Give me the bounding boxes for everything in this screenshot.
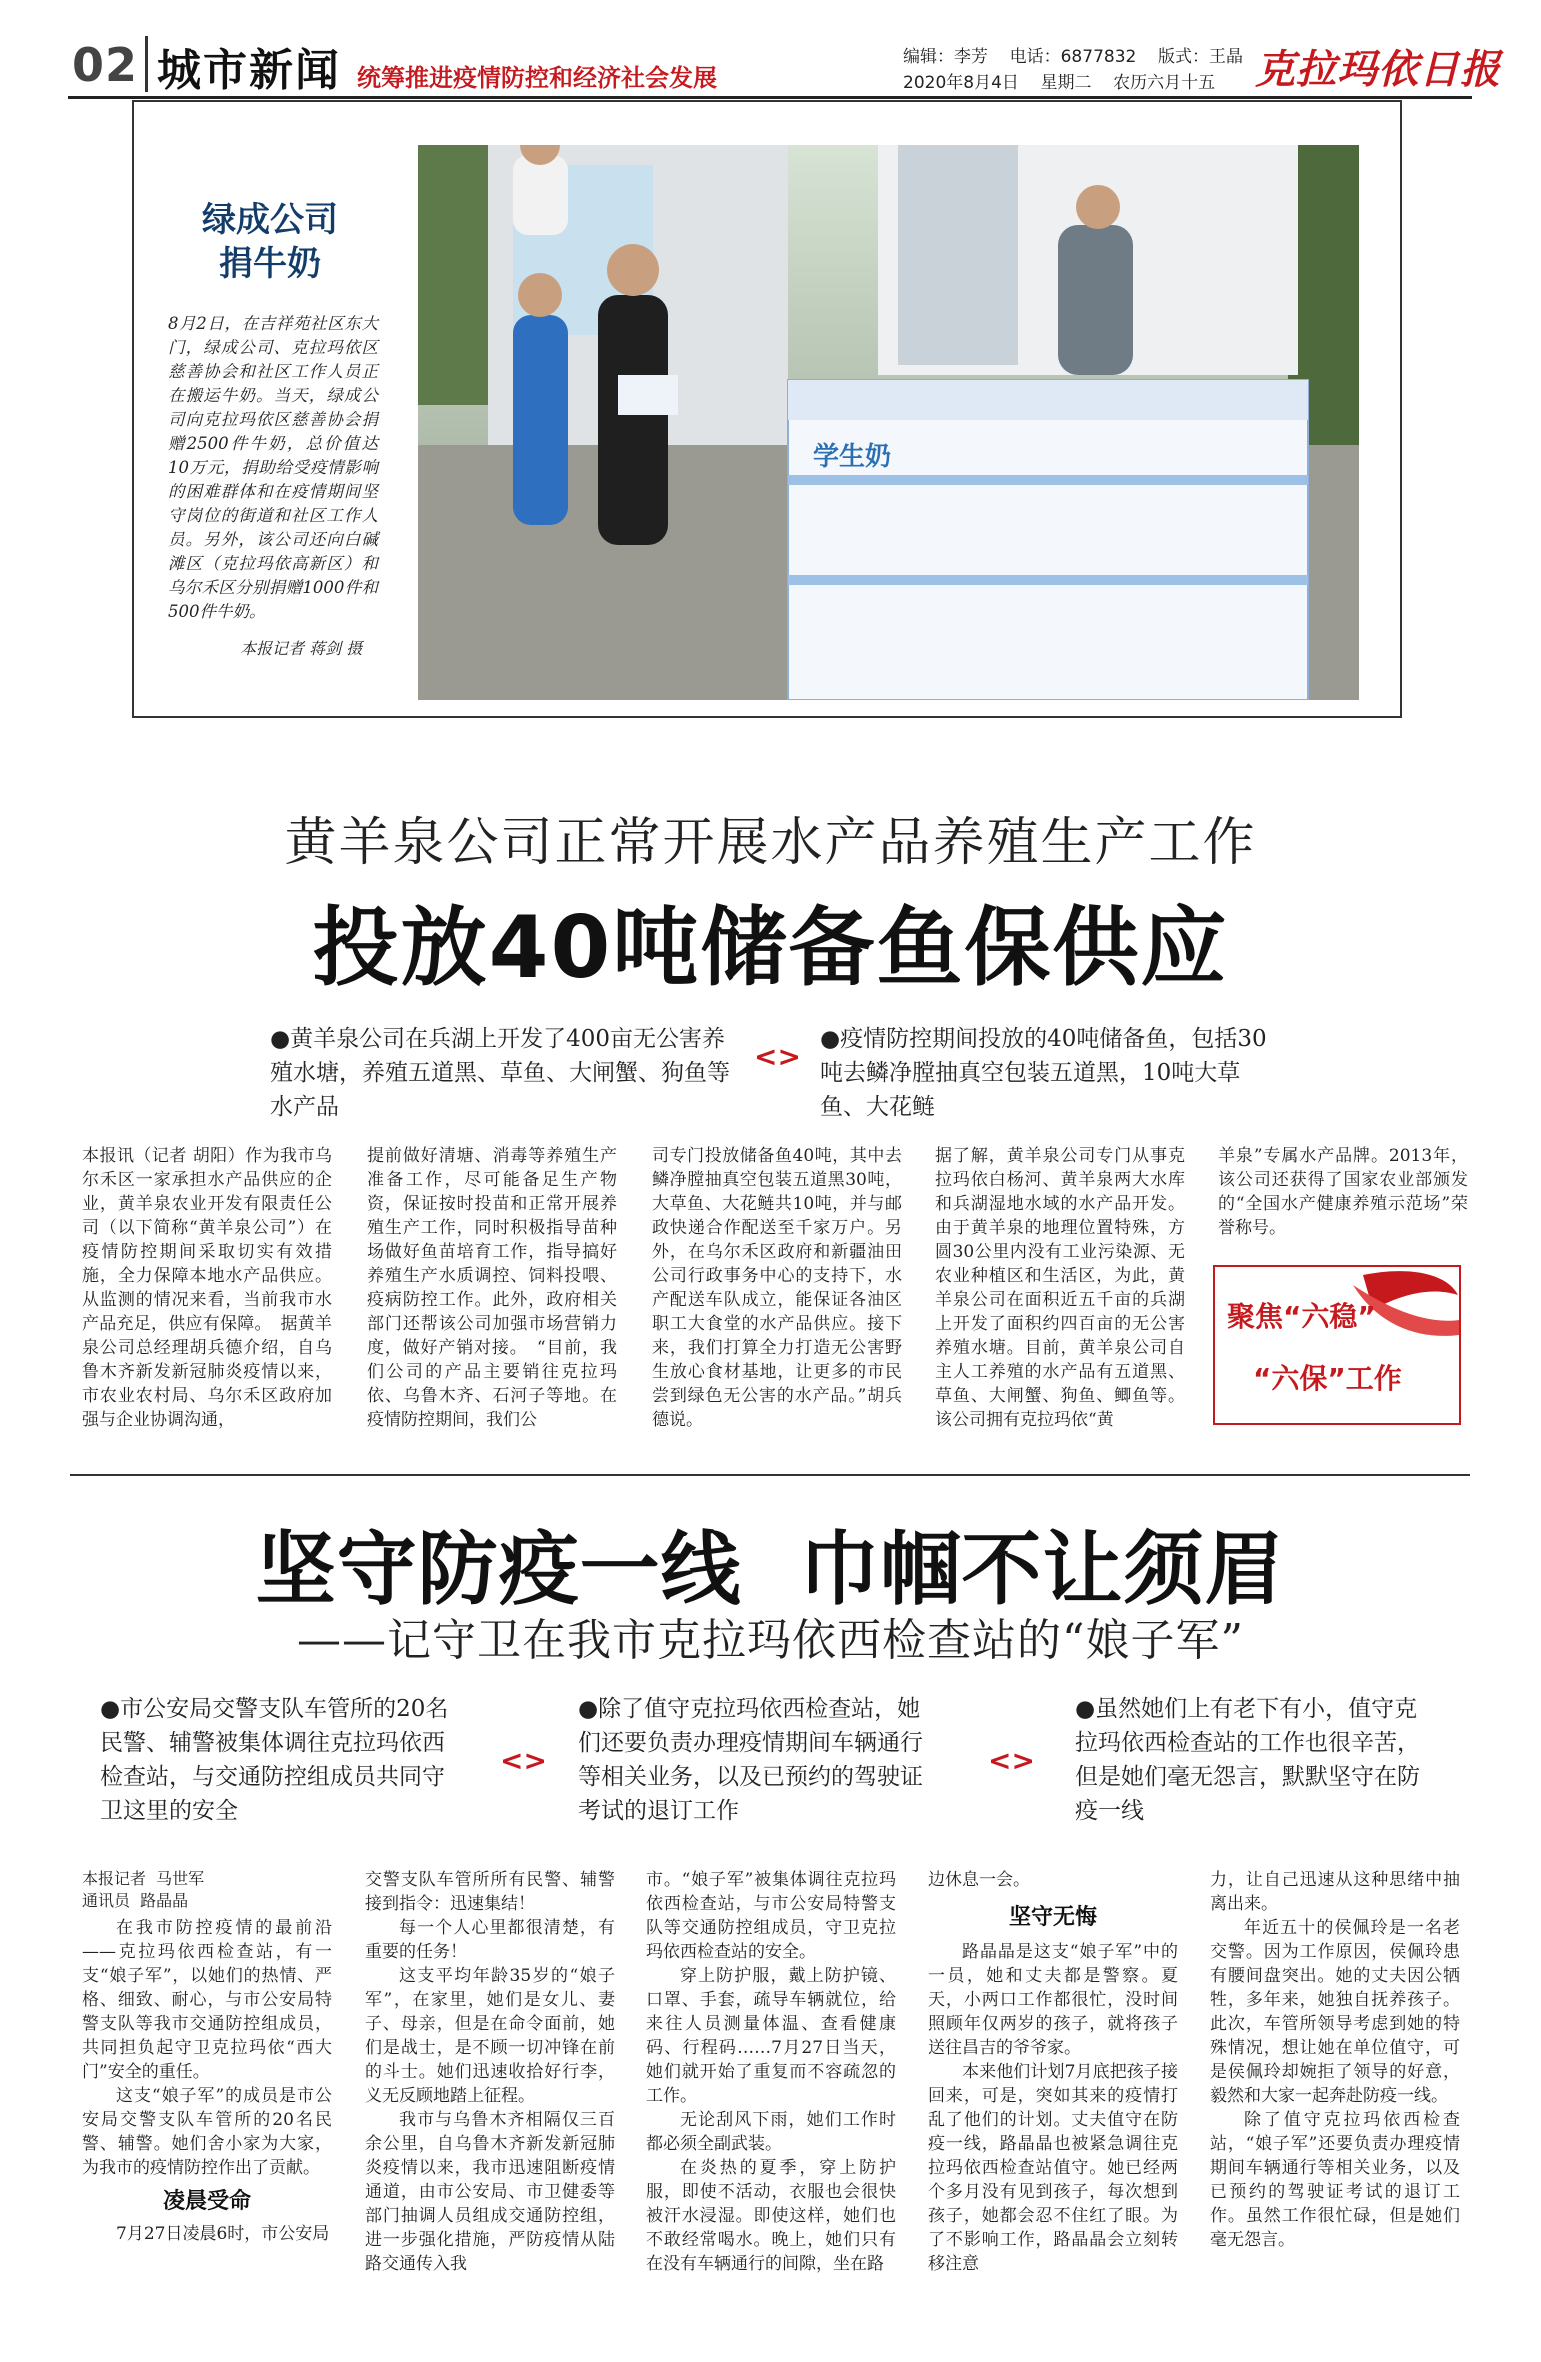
- milk-donation-photo: [418, 145, 1359, 700]
- story1-headline: 投放40吨储备鱼保供应: [312, 898, 1229, 998]
- milk-box-label: 学生奶: [813, 442, 892, 472]
- story2-paragraph: 无论刮风下雨，她们工作时都必须全副武装。: [646, 2110, 896, 2154]
- story2-highlight-2: ●除了值守克拉玛依西检查站，她们还要负责办理疫情期间车辆通行等相关业务，以及已预约的驾驶证考试的退订工作: [578, 1696, 923, 1824]
- story2-paragraph: 在炎热的夏季，穿上防护服，即使不活动，衣服也会很快被汗水浸湿。即使这样，她们也不敢经常喝水。晚上，她们只有在没有车辆通行的间隙，坐在路: [646, 2158, 896, 2274]
- ribbon-icon: [1213, 1265, 1461, 1425]
- meta-line-2: 2020年8月4日 星期二 农历六月十五: [903, 73, 1216, 93]
- section-slogan: 统筹推进疫情防控和经济社会发展: [357, 64, 717, 92]
- story2-column-3: [646, 1868, 896, 2276]
- story2-headline: 坚守防疫一线 巾帼不让须眉: [255, 1523, 1286, 1616]
- story1-highlight-2: ●疫情防控期间投放的40吨储备鱼，包括30吨去鳞净膛抽真空包装五道黑，10吨大草鱼、大花鲢: [820, 1026, 1267, 1120]
- story2-divider-arrows-2: <>: [988, 1744, 1035, 1777]
- story2-paragraph: 这支平均年龄35岁的“娘子军”，在家里，她们是女儿、妻子、母亲，但是在命令面前，她们是战士，是不顾一切冲锋在前的斗士。她们迅速收拾好行李，义无反顾地踏上征程。: [365, 1966, 615, 2106]
- story1-column-2: 提前做好清塘、消毒等养殖生产准备工作，尽可能备足生产物资，保证按时投苗和正常开展养殖生产工作，同时积极指导苗种场做好鱼苗培育工作，指导搞好养殖生产水质调控、饲料投喂、疫病防控工作。此外，政府相关部门还帮该公司加强市场营销力度，做好产销对接。 “目前，我们公司的产品主要销往克拉玛依、乌鲁木齐、石河子等地。在疫情防控期间，我们公: [367, 1146, 617, 1430]
- story2-highlight-3: ●虽然她们上有老下有小，值守克拉玛依西检查站的工作也很辛苦，但是她们毫无怨言，默默坚守在防疫一线: [1075, 1696, 1420, 1824]
- photo-feature-title: 绿成公司 捐牛奶: [202, 200, 338, 284]
- story2-paragraph: 除了值守克拉玛依西检查站，“娘子军”还要负责办理疫情期间车辆通行等相关业务，以及已预约的驾驶证考试的退订工作。虽然工作很忙碌，但是她们毫无怨言。: [1210, 2110, 1460, 2250]
- story2-paragraph: 年近五十的侯佩玲是一名老交警。因为工作原因，侯佩玲患有腰间盘突出。她的丈夫因公牺牲，多年来，她独自抚养孩子。此次，车管所领导考虑到她的特殊情况，想让她在单位值守，可是侯佩玲却婉拒了领导的好意，毅然和大家一起奔赴防疫一线。: [1210, 1918, 1460, 2106]
- focus-line-2: “六保”工作: [1253, 1362, 1402, 1395]
- story2-column-2: [365, 1868, 615, 2276]
- story2-subhead-1: 凌晨受命: [162, 2189, 251, 2214]
- story2-highlight-1: ●市公安局交警支队车管所的20名民警、辅警被集体调往克拉玛依西检查站，与交通防控组成员共同守卫这里的安全: [100, 1696, 449, 1824]
- newspaper-logo: 克拉玛依日报: [1255, 46, 1501, 93]
- photo-caption: 8月2日，在吉祥苑社区东大门，绿成公司、克拉玛依区慈善协会和社区工作人员正在搬运牛奶。当天，绿成公司向克拉玛依区慈善协会捐赠2500件牛奶，总价值达10万元，捐助给受疫情影响的困难群体和在疫情期间坚守岗位的街道和社区工作人员。另外，该公司还向白碱滩区（克拉玛依高新区）和乌尔禾区分别捐赠1000件和500件牛奶。: [168, 314, 378, 621]
- story2-paragraph: 力，让自己迅速从这种思绪中抽离出来。: [1210, 1870, 1460, 1914]
- story2-paragraph: 我市与乌鲁木齐相隔仅三百余公里，自乌鲁木齐新发新冠肺炎疫情以来，我市迅速阻断疫情通道，由市公安局、市卫健委等部门抽调人员组成交通防控组，进一步强化措施，严防疫情从陆路交通传入我: [365, 2110, 615, 2274]
- header-rule: [68, 96, 1472, 99]
- story2-divider-arrows-1: <>: [500, 1744, 547, 1777]
- story1-column-4: 据了解，黄羊泉公司专门从事克拉玛依白杨河、黄羊泉两大水库和兵湖湿地水域的水产品开发。由于黄羊泉的地理位置特殊，方圆30公里内没有工业污染源、无农业种植区和生活区，为此，黄羊泉公司在面积近五千亩的兵湖上开发了面积约四百亩的无公害养殖水塘。目前，黄羊泉公司自主人工养殖的水产品有五道黑、草鱼、大闸蟹、狗鱼、鲫鱼等。该公司拥有克拉玛依“黄: [935, 1146, 1185, 1430]
- editor-info: [903, 44, 1243, 96]
- story2-paragraph: 这支“娘子军”的成员是市公安局交警支队车管所的20名民警、辅警。她们舍小家为大家，为我市的疫情防控作出了贡献。: [82, 2086, 332, 2178]
- story2-paragraph: 路晶晶是这支“娘子军”中的一员，她和丈夫都是警察。夏天，小两口工作都很忙，没时间照顾年仅两岁的孩子，就将孩子送往昌吉的爷爷家。: [928, 1942, 1178, 2058]
- photo-credit: 本报记者 蒋剑 摄: [240, 639, 363, 658]
- story1-column-1: 本报讯（记者 胡阳）作为我市乌尔禾区一家承担水产品供应的企业，黄羊泉农业开发有限责任公司（以下简称“黄羊泉公司”）在疫情防控期间采取切实有效措施，全力保障本地水产品供应。从监测的情况来看，当前我市水产品充足，供应有保障。 据黄羊泉公司总经理胡兵德介绍，自乌鲁木齐新发新冠肺炎疫情以来，市农业农村局、乌尔禾区政府加强与企业协调沟通，: [82, 1146, 332, 1430]
- story2-byline: 本报记者 马世军 通讯员 路晶晶: [82, 1869, 205, 1910]
- focus-badge: [1213, 1265, 1461, 1425]
- milk-box-stack: [788, 380, 1308, 700]
- focus-line-1: 聚焦“六稳”: [1227, 1300, 1376, 1333]
- photo-illustration: [418, 145, 1359, 700]
- story2-column-5: [1210, 1868, 1460, 2252]
- header-divider: [145, 36, 148, 92]
- story1-column-5: 羊泉”专属水产品牌。2013年，该公司还获得了国家农业部颁发的“全国水产健康养殖示范场”荣誉称号。: [1218, 1146, 1468, 1238]
- story-separator: [70, 1474, 1470, 1476]
- section-title: 城市新闻: [157, 45, 341, 96]
- story1-highlight-1: ●黄羊泉公司在兵湖上开发了400亩无公害养殖水塘，养殖五道黑、草鱼、大闸蟹、狗鱼等水产品: [270, 1026, 730, 1120]
- story2-paragraph: 在我市防控疫情的最前沿——克拉玛依西检查站，有一支“娘子军”，以她们的热情、严格、细致、耐心，与市公安局特警支队等我市交通防控组成员，共同担负起守卫克拉玛依“西大门”安全的重任。: [82, 1918, 332, 2082]
- story2-paragraph: 市。“娘子军”被集体调往克拉玛依西检查站，与市公安局特警支队等交通防控组成员，守卫克拉玛依西检查站的安全。: [646, 1870, 896, 1962]
- story1-column-3: 司专门投放储备鱼40吨，其中去鳞净膛抽真空包装五道黑30吨，大草鱼、大花鲢共10吨，并与邮政快递合作配送至千家万户。另外，在乌尔禾区政府和新疆油田公司行政事务中心的支持下，水产配送车队成立，能保证各油区职工大食堂的水产品供应。接下来，我们打算全力打造无公害野生放心食材基地，让更多的市民尝到绿色无公害的水产品。”胡兵德说。: [652, 1146, 902, 1430]
- meta-line-1: 编辑：李芳 电话：6877832 版式：王晶: [903, 47, 1243, 67]
- story2-paragraph: 本来他们计划7月底把孩子接回来，可是，突如其来的疫情打乱了他们的计划。丈夫值守在防疫一线，路晶晶也被紧急调往克拉玛依西检查站值守。她已经两个多月没有见到孩子，每次想到孩子，她都会忍不住红了眼。为了不影响工作，路晶晶会立刻转移注意: [928, 2062, 1178, 2274]
- story2-column-4: [928, 1868, 1178, 2276]
- story2-subhead-2: 坚守无悔: [1008, 1905, 1097, 1930]
- story2-paragraph: 7月27日凌晨6时，市公安局: [116, 2224, 330, 2244]
- story2-column-1: [82, 1916, 332, 2246]
- story2-paragraph: 交警支队车管所所有民警、辅警接到指令：迅速集结！: [365, 1870, 615, 1914]
- story1-subtitle: 黄羊泉公司正常开展水产品养殖生产工作: [284, 813, 1257, 873]
- story2-paragraph: 每一个人心里都很清楚，有重要的任务！: [365, 1918, 615, 1962]
- story2-subtitle: ——记守卫在我市克拉玛依西检查站的“娘子军”: [297, 1615, 1244, 1666]
- story2-paragraph: 穿上防护服，戴上防护镜、口罩、手套，疏导车辆就位，给来往人员测量体温、查看健康码、行程码……7月27日当天，她们就开始了重复而不容疏忽的工作。: [646, 1966, 896, 2106]
- page-number: 02: [72, 38, 139, 92]
- story2-paragraph: 边休息一会。: [928, 1870, 1030, 1890]
- story1-divider-arrows: <>: [754, 1040, 801, 1073]
